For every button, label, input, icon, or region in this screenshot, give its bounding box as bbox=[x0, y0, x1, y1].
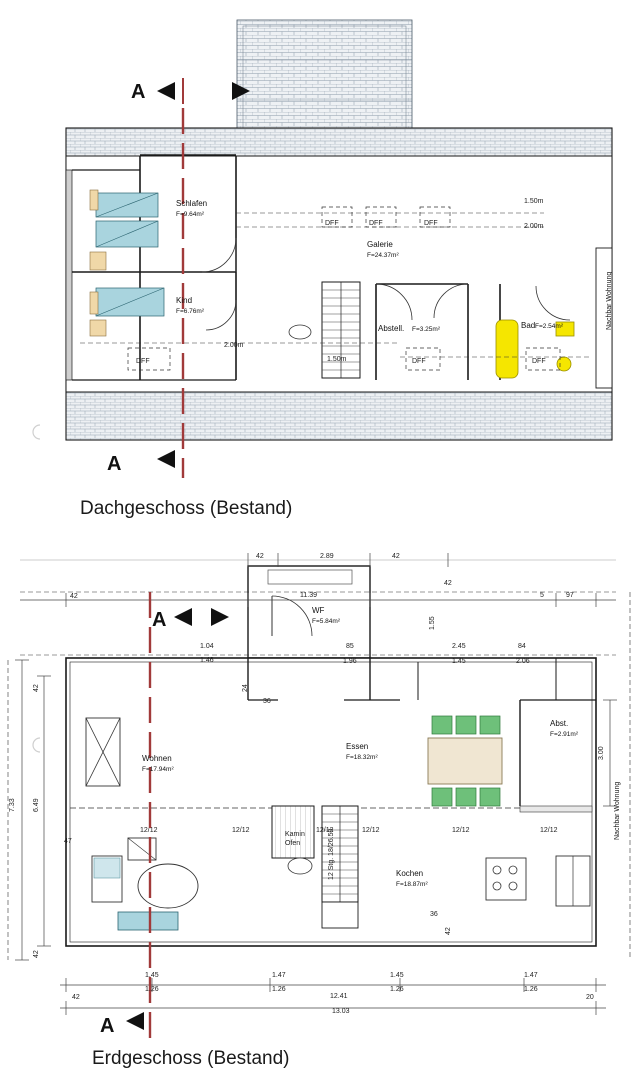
dim-inner-7: 1.45 bbox=[452, 658, 466, 665]
dim-upper-2: 2.00m bbox=[524, 223, 544, 230]
dim-left-2: 6.49 bbox=[33, 798, 40, 812]
dim-top-1: 42 bbox=[256, 553, 264, 560]
dim-bottom-7: 1.47 bbox=[524, 972, 538, 979]
dim-left-5: 47 bbox=[64, 838, 72, 845]
room-area-abstell: F=3.25m² bbox=[412, 326, 440, 333]
room-label-abst: Abst. bbox=[550, 719, 569, 728]
dim-upper-4: 1.50m bbox=[327, 356, 347, 363]
dim-left-4: 42 bbox=[33, 950, 40, 958]
room-area-schlafen: F=9.64m² bbox=[176, 211, 204, 218]
neighbour-note-lower: Nachbar Wohnung bbox=[614, 781, 621, 840]
dim-misc-1: 36 bbox=[430, 911, 438, 918]
wall-tick-4: 12/12 bbox=[362, 827, 380, 834]
dim-inner-1: 1.04 bbox=[200, 643, 214, 650]
dim-misc-2: 42 bbox=[445, 927, 452, 935]
room-label-schlafen: Schlafen bbox=[176, 199, 208, 208]
room-label-galerie: Galerie bbox=[367, 240, 393, 249]
wall-tick-2: 12/12 bbox=[232, 827, 250, 834]
room-label-abstell: Abstell. bbox=[378, 324, 405, 333]
dim-bottom-4: 1.26 bbox=[272, 986, 286, 993]
dim-bottom-10: 13.03 bbox=[332, 1008, 350, 1015]
dim-left-1: 7.33 bbox=[9, 798, 16, 812]
section-marker-lower-top: A bbox=[152, 609, 167, 631]
dim-inner-10: 36 bbox=[263, 698, 271, 705]
lower-floor-title: Erdgeschoss (Bestand) bbox=[92, 1048, 290, 1069]
room-area-wohnen: F=17.94m² bbox=[142, 766, 174, 773]
stair-upper bbox=[322, 282, 360, 378]
stair-lower bbox=[322, 806, 358, 902]
dim-inner-6: 2.45 bbox=[452, 643, 466, 650]
room-label-essen: Essen bbox=[346, 742, 369, 751]
dim-top-3: 42 bbox=[392, 553, 400, 560]
wall-tick-3: 12/12 bbox=[316, 827, 334, 834]
room-area-kochen: F=18.87m² bbox=[396, 881, 428, 888]
dim-top-8: 97 bbox=[566, 592, 574, 599]
dim-inner-3: 85 bbox=[346, 643, 354, 650]
neighbour-note-upper: Nachbar Wohnung bbox=[606, 271, 613, 330]
room-area-kind: F=6.76m² bbox=[176, 308, 204, 315]
room-area-bad: F=2.54m² bbox=[535, 323, 563, 330]
opening-label-dff-2: DFF bbox=[369, 220, 383, 227]
section-marker-top: A bbox=[131, 81, 146, 103]
section-marker-bottom: A bbox=[107, 453, 122, 475]
dim-bottom-9: 12.41 bbox=[330, 993, 348, 1000]
wall-tick-1: 12/12 bbox=[140, 827, 158, 834]
dim-bottom-11: 42 bbox=[72, 994, 80, 1001]
opening-label-dff-5: DFF bbox=[412, 358, 426, 365]
dim-bottom-6: 1.26 bbox=[390, 986, 404, 993]
stair-note: 12 Stg. 18/26.50 bbox=[328, 828, 335, 880]
dim-upper-1: 1.50m bbox=[524, 198, 544, 205]
dim-upper-3: 2.00m bbox=[224, 342, 244, 349]
opening-label-dff-3: DFF bbox=[424, 220, 438, 227]
room-label-wf: WF bbox=[312, 606, 325, 615]
room-label-kind: Kind bbox=[176, 296, 193, 305]
dim-inner-11: 24 bbox=[242, 684, 249, 692]
opening-label-dff-6: DFF bbox=[532, 358, 546, 365]
dim-bottom-1: 1.45 bbox=[145, 972, 159, 979]
dim-inner-9: 2.06 bbox=[516, 658, 530, 665]
dim-top-5: 11.39 bbox=[300, 592, 317, 599]
room-label-wohnen: Wohnen bbox=[142, 754, 172, 763]
dim-bottom-8: 1.26 bbox=[524, 986, 538, 993]
opening-label-dff-1: DFF bbox=[325, 220, 339, 227]
dim-inner-2: 1.46 bbox=[200, 657, 214, 664]
section-marker-lower-bottom: A bbox=[100, 1015, 115, 1037]
room-area-galerie: F=24.37m² bbox=[367, 252, 399, 259]
dim-top-4: 42 bbox=[444, 580, 452, 587]
wall-tick-6: 12/12 bbox=[540, 827, 558, 834]
dim-bottom-5: 1.45 bbox=[390, 972, 404, 979]
room-area-essen: F=18.32m² bbox=[346, 754, 378, 761]
dim-bottom-2: 1.26 bbox=[145, 986, 159, 993]
wall-tick-5: 12/12 bbox=[452, 827, 470, 834]
dim-bottom-3: 1.47 bbox=[272, 972, 286, 979]
upper-floor-title: Dachgeschoss (Bestand) bbox=[80, 498, 293, 519]
dim-inner-4: 1.96 bbox=[343, 658, 357, 665]
dim-left-3: 42 bbox=[33, 684, 40, 692]
room-area-abst: F=2.91m² bbox=[550, 731, 578, 738]
room-label-kochen: Kochen bbox=[396, 869, 424, 878]
opening-label-dff-4: DFF bbox=[136, 358, 150, 365]
room-area-wf: F=5.84m² bbox=[312, 618, 340, 625]
dim-right-1: 3.00 bbox=[598, 746, 605, 760]
dim-inner-8: 84 bbox=[518, 643, 526, 650]
dim-bottom-12: 20 bbox=[586, 994, 594, 1001]
dim-top-2: 2.89 bbox=[320, 553, 334, 560]
dim-top-7: 5 bbox=[540, 592, 544, 599]
room-label-bad: Bad bbox=[521, 321, 536, 330]
room-label-ofen: Ofen bbox=[285, 840, 301, 847]
dim-inner-5: 1.55 bbox=[429, 616, 436, 630]
dim-top-6: 42 bbox=[70, 593, 78, 600]
room-label-kamin: Kamin bbox=[285, 831, 305, 838]
